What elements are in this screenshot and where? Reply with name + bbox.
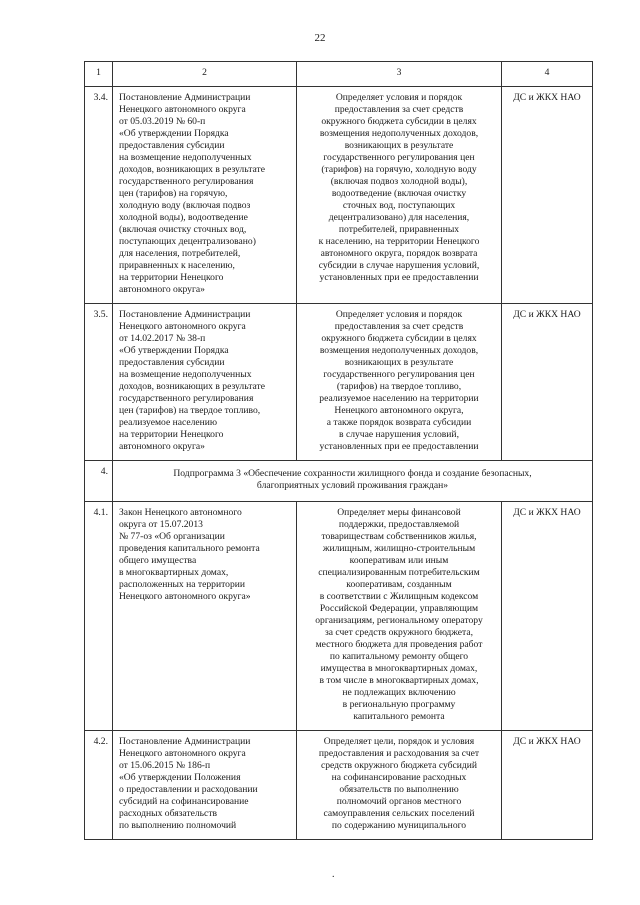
description-cell-line: в соответствии с Жилищным кодексом [319,591,479,602]
page-number: 22 [314,32,326,44]
description-cell-line: по капитальному ремонту общего [329,651,469,662]
legal-act-cell-line: Ненецкого автономного округа [119,321,246,332]
footer-mark: . [332,869,335,880]
legal-act-cell-line: предоставления субсидии [119,357,225,368]
description-cell-line: в том числе в многоквартирных домах, [319,675,479,686]
section-title-line: благоприятных условий проживания граждан» [256,480,449,491]
description-cell-line: Определяет цели, порядок и условия [323,736,475,747]
legal-act-cell-line: реализуемое населению [119,417,218,428]
legal-act-cell [113,731,297,840]
header-col-2: 2 [113,62,297,87]
legal-act-cell-line: расположенных на территории [119,579,246,590]
description-cell-line: сточных вод, поступающих [342,200,456,211]
legal-act-cell-line: расходных обязательств [119,808,218,819]
legal-act-cell [113,304,297,461]
description-cell-line: кооперативам, созданным [346,579,452,590]
description-cell-line: окружного бюджета субсидии в целях [321,333,477,344]
legal-act-cell-line: на территории Ненецкого [119,272,224,283]
description-cell-line: водоотведение (включая очистку [331,188,467,199]
description-cell-line: капитального ремонта [353,711,445,722]
legal-act-cell-line: Закон Ненецкого автономного [119,507,242,518]
legal-act-cell-line: о предоставлении и расходовании [119,784,258,795]
legal-act-cell-line: доходов, возникающих в результате [119,164,266,175]
description-cell-line: субсидии в случае нарушения условий, [318,260,480,271]
section-row [85,461,593,502]
row-number: 4.1. [85,502,113,731]
legal-act-cell-line: цен (тарифов) на твердое топливо, [119,405,261,416]
legal-act-cell-line: поступающих децентрализовано) [119,236,256,247]
section-title-line: Подпрограмма 3 «Обеспечение сохранности жилищного фонда и создание безопасных, [173,468,532,479]
legal-act-cell-line: цен (тарифов) на горячую, [119,188,228,199]
legal-act-cell-line: общего имущества [119,555,197,566]
executor-cell: ДС и ЖКХ НАО [502,87,593,304]
legal-act-cell-line: доходов, возникающих в результате [119,381,266,392]
description-cell [297,304,502,461]
legal-act-cell-line: Ненецкого автономного округа [119,104,246,115]
legal-act-cell-line: на территории Ненецкого [119,429,224,440]
description-cell-line: (тарифов) на твердое топливо, [336,381,462,392]
table-row [85,502,593,731]
legal-act-cell-line: Ненецкого автономного округа» [119,591,251,602]
legal-act-cell-line: от 05.03.2019 № 60-п [119,116,206,127]
description-cell-line: в региональную программу [342,699,456,710]
description-cell-line: обязательств по выполнению [339,784,459,795]
description-cell-line: за счет средств окружного бюджета, [324,627,474,638]
legal-act-cell-line: субсидий на софинансирование [119,796,249,807]
description-cell-line: на софинансирование расходных [331,772,467,783]
legal-act-cell-line: округа от 15.07.2013 [119,519,203,530]
legal-act-cell-line: проведения капитального ремонта [119,543,260,554]
row-number: 4.2. [85,731,113,840]
description-cell-line: потребителей, приравненных [338,224,460,235]
description-cell-line: Определяет условия и порядок [335,309,463,320]
description-cell-line: жилищным, жилищно-строительным [322,543,476,554]
legal-act-cell-line: «Об утверждении Порядка [119,128,229,139]
legal-act-cell-line: холодной воды), водоотведение [119,212,248,223]
description-cell-line: самоуправления сельских поселений [323,808,475,819]
description-cell [297,731,502,840]
legal-act-cell-line: автономного округа» [119,284,205,295]
description-cell-line: децентрализовано) для населения, [328,212,470,223]
description-cell-line: имущества в многоквартирных домах, [320,663,478,674]
table-row [85,87,593,304]
description-cell-line: возмещения недополученных доходов, [319,345,479,356]
executor-cell: ДС и ЖКХ НАО [502,731,593,840]
description-cell-line: организациям, региональному оператору [315,615,483,626]
legal-act-cell [113,87,297,304]
description-cell-line: специализированным потребительским [318,567,480,578]
description-cell-line: реализуемое населению на территории [319,393,479,404]
description-cell-line: возмещения недополученных доходов, [319,128,479,139]
legal-act-cell-line: по выполнению полномочий [119,820,237,831]
description-cell-line: Ненецкого автономного округа, [334,405,464,416]
description-cell [297,502,502,731]
description-cell-line: (включая подвоз холодной воды), [330,176,468,187]
legal-act-cell-line: от 14.02.2017 № 38-п [119,333,206,344]
description-cell-line: товариществам собственников жилья, [321,531,477,542]
description-cell-line: предоставления и расходования за счет [318,748,480,759]
legal-act-cell-line: предоставления субсидии [119,140,225,151]
legal-act-cell-line: в многоквартирных домах, [119,567,229,578]
legal-act-cell-line: холодную воду (включая подвоз [119,200,251,211]
description-cell-line: полномочий органов местного [336,796,462,807]
table-row [85,304,593,461]
header-col-1: 1 [85,62,113,87]
legal-act-cell-line: Постановление Администрации [119,92,251,103]
legal-act-cell-line: Ненецкого автономного округа [119,748,246,759]
description-cell-line: в случае нарушения условий, [339,429,459,440]
description-cell-line: государственного регулирования цен [323,369,475,380]
description-cell-line: Российской Федерации, управляющим [319,603,479,614]
description-cell-line: окружного бюджета субсидии в целях [321,116,477,127]
legal-act-cell-line: на возмещение недополученных [119,369,252,380]
header-col-3: 3 [297,62,502,87]
description-cell-line: по содержанию муниципального [331,820,467,831]
description-cell-line: кооперативам или иным [349,555,449,566]
legal-act-cell-line: от 15.06.2015 № 186-п [119,760,211,771]
legal-act-cell-line: (включая очистку сточных вод, [119,224,247,235]
description-cell-line: автономного округа, порядок возврата [320,248,478,259]
legal-act-cell-line: на возмещение недополученных [119,152,252,163]
legal-act-cell-line: государственного регулирования [119,393,254,404]
description-cell-line: Определяет меры финансовой [337,507,461,518]
description-cell-line: Определяет условия и порядок [335,92,463,103]
description-cell-line: к населению, на территории Ненецкого [318,236,480,247]
legal-act-cell [113,502,297,731]
section-title [113,461,593,502]
legal-act-cell-line: № 77-оз «Об организации [119,531,225,542]
executor-cell: ДС и ЖКХ НАО [502,502,593,731]
document-table [84,61,593,840]
legal-act-cell-line: государственного регулирования [119,176,254,187]
legal-act-cell-line: автономного округа» [119,441,205,452]
row-number: 3.4. [85,87,113,304]
row-number: 3.5. [85,304,113,461]
description-cell-line: не подлежащих включению [342,687,456,698]
description-cell-line: предоставления за счет средств [334,321,464,332]
description-cell-line: (тарифов) на горячую, холодную воду [321,164,477,175]
table-row [85,731,593,840]
section-number: 4. [85,461,113,502]
description-cell-line: предоставления за счет средств [334,104,464,115]
legal-act-cell-line: «Об утверждении Порядка [119,345,229,356]
legal-act-cell-line: приравненных к населению, [119,260,235,271]
description-cell-line: государственного регулирования цен [323,152,475,163]
header-col-4: 4 [502,62,593,87]
table-header-row [85,62,593,87]
description-cell-line: местного бюджета для проведения работ [315,639,483,650]
legal-act-cell-line: «Об утверждении Положения [119,772,241,783]
description-cell-line: установленных при ее предоставлении [319,272,479,283]
legal-act-cell-line: для населения, потребителей, [119,248,241,259]
description-cell-line: возникающих в результате [344,357,454,368]
legal-act-cell-line: Постановление Администрации [119,309,251,320]
legal-act-cell-line: Постановление Администрации [119,736,251,747]
description-cell-line: средств окружного бюджета субсидий [320,760,478,771]
executor-cell: ДС и ЖКХ НАО [502,304,593,461]
description-cell-line: поддержки, предоставляемой [338,519,460,530]
description-cell-line: установленных при ее предоставлении [319,441,479,452]
description-cell-line: возникающих в результате [344,140,454,151]
description-cell-line: а также порядок возврата субсидии [326,417,472,428]
description-cell [297,87,502,304]
